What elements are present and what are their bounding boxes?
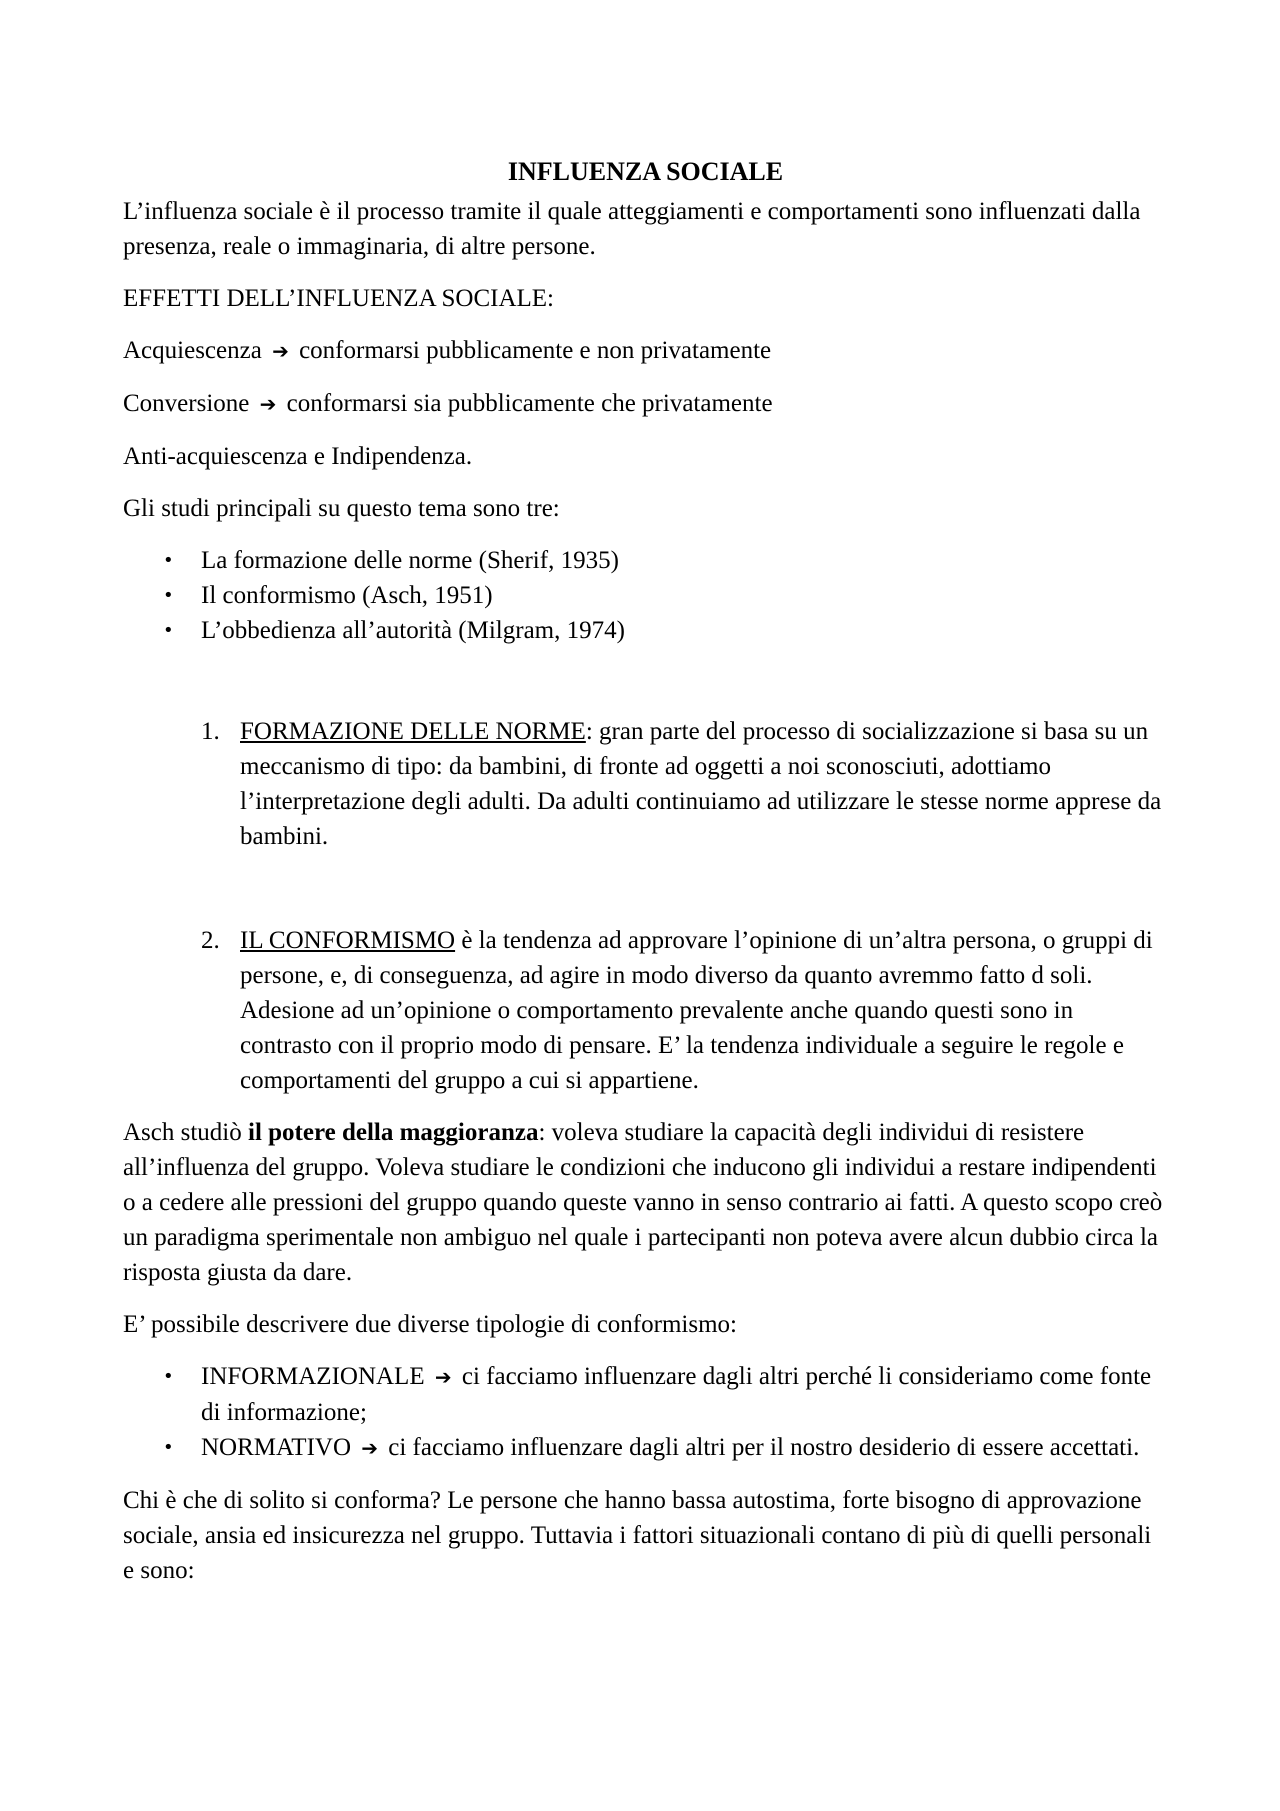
item-text: è la tendenza ad approvare l’opinione di un’altra persona, o gruppi di persone, e, di conseguenza, ad agire in modo diverso da quanto avremmo fatto d soli. Adesione ad un’opinione o comportamento prevalente anche quando questi sono in contrasto con il proprio modo di pensare. E’ la tendenza individuale a seguire le regole e comportamenti del gruppo a cui si appartiene. [240, 927, 1153, 1094]
page-title: INFLUENZA SOCIALE [507, 157, 784, 186]
type-desc: ci facciamo influenzare dagli altri per il nostro desiderio di essere accettati. [388, 1434, 1140, 1461]
bullet-icon: • [163, 1437, 174, 1458]
effects-heading: EFFETTI DELL’INFLUENZA SOCIALE: [123, 285, 554, 312]
effect-desc: conformarsi pubblicamente e non privatamente [299, 337, 772, 364]
intro-paragraph: L’influenza sociale è il processo tramite il quale atteggiamenti e comportamenti sono influenzati dalla presenza, reale o immaginaria, di altre persone. [123, 198, 1141, 260]
bullet-icon: • [163, 550, 174, 571]
anti-acquiescenza: Anti-acquiescenza e Indipendenza. [123, 443, 473, 470]
studies-list [123, 543, 1168, 648]
document-page [123, 150, 1168, 1605]
item-heading: IL CONFORMISMO [240, 927, 456, 954]
effect-term: Acquiescenza [123, 337, 262, 364]
bullet-icon: • [163, 1366, 174, 1387]
effect-acquiescenza [123, 333, 1168, 369]
effect-term: Conversione [123, 390, 250, 417]
arrow-right-icon: ➔ [259, 392, 277, 416]
type-desc: ci facciamo influenzare dagli altri perché li consideriamo come fonte di informazione; [201, 1363, 1152, 1426]
bullet-icon: • [163, 585, 174, 606]
effect-desc: conformarsi sia pubblicamente che privatamente [286, 390, 773, 417]
item-number: 2. [201, 927, 220, 954]
numbered-item-conformismo [123, 923, 1168, 1098]
types-list [123, 1359, 1168, 1466]
list-item: • Il conformismo (Asch, 1951) [123, 578, 1168, 613]
numbered-item-formazione [123, 714, 1168, 854]
item-number: 1. [201, 718, 220, 745]
studies-intro: Gli studi principali su questo tema sono tre: [123, 495, 560, 522]
types-intro: E’ possibile descrivere due diverse tipologie di conformismo: [123, 1311, 737, 1338]
list-item: • La formazione delle norme (Sherif, 1935) [123, 543, 1168, 578]
numbered-list [123, 923, 1168, 1098]
item-heading: FORMAZIONE DELLE NORME [240, 718, 586, 745]
arrow-right-icon: ➔ [272, 339, 289, 363]
asch-paragraph: Asch studiò il potere della maggioranza: voleva studiare la capacità degli individui di resistere all’influenza del gruppo. Voleva studiare le condizioni che inducono gli individui a restare indipendenti o a cedere alle pressioni del gruppo quando queste vanno in senso contrario ai fatti. A questo scopo creò un paradigma sperimentale non ambiguo nel quale i partecipanti non poteva avere alcun dubbio circa la risposta giusta da dare. [123, 1119, 1163, 1286]
type-term: INFORMAZIONALE [201, 1363, 425, 1390]
arrow-right-icon: ➔ [361, 1436, 379, 1460]
arrow-right-icon: ➔ [434, 1365, 452, 1389]
list-item: • L’obbedienza all’autorità (Milgram, 1974) [123, 613, 1168, 648]
bold-phrase: il potere della maggioranza [248, 1119, 539, 1146]
closing-paragraph: Chi è che di solito si conforma? Le persone che hanno bassa autostima, forte bisogno di approvazione sociale, ansia ed insicurezza nel gruppo. Tuttavia i fattori situazionali contano di più di quelli personali e sono: [123, 1487, 1152, 1584]
list-item [123, 1359, 1168, 1430]
bullet-icon: • [163, 620, 174, 641]
effect-conversione [123, 386, 1168, 422]
type-term: NORMATIVO [201, 1434, 351, 1461]
item-text: : gran parte del processo di socializzazione si basa su un meccanismo di tipo: da bambini, di fronte ad oggetti a noi sconosciuti, adottiamo l’interpretazione degli adulti. Da adulti continuiamo ad utilizzare le stesse norme apprese da bambini. [240, 718, 1162, 850]
list-item [123, 1430, 1168, 1466]
numbered-list [123, 714, 1168, 854]
